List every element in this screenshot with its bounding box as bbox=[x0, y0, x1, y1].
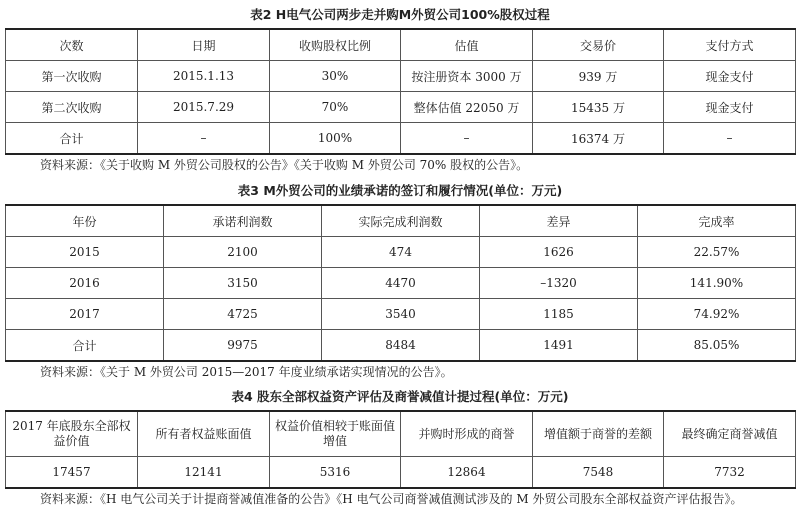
table-cell: 现金支付 bbox=[664, 92, 796, 123]
table3 bbox=[5, 204, 796, 362]
table3-body bbox=[6, 237, 796, 362]
table-cell: 合计 bbox=[6, 123, 138, 155]
table4-body bbox=[6, 457, 796, 489]
table-cell: 第二次收购 bbox=[6, 92, 138, 123]
table-row bbox=[6, 299, 796, 330]
table-cell: 7732 bbox=[664, 457, 796, 489]
table-cell: 3150 bbox=[164, 268, 322, 299]
table-row bbox=[6, 92, 796, 123]
table3-caption: 表3 M外贸公司的业绩承诺的签订和履行情况(单位：万元) bbox=[237, 183, 563, 198]
document-page bbox=[0, 6, 800, 514]
table-cell: – bbox=[138, 123, 270, 155]
table2-header-cell: 收购股权比例 bbox=[270, 29, 401, 61]
table-cell: 141.90% bbox=[638, 268, 796, 299]
table4 bbox=[5, 410, 796, 489]
table-cell: 7548 bbox=[533, 457, 664, 489]
table-cell: 22.57% bbox=[638, 237, 796, 268]
table-cell: 30% bbox=[270, 61, 401, 92]
table-cell: 939 万 bbox=[533, 61, 664, 92]
table2-header-cell: 交易价 bbox=[533, 29, 664, 61]
table2-header-cell: 次数 bbox=[6, 29, 138, 61]
table-cell: 按注册资本 3000 万 bbox=[401, 61, 533, 92]
table4-header-cell: 最终确定商誉减值 bbox=[664, 411, 796, 457]
table-cell: 2100 bbox=[164, 237, 322, 268]
table-cell: 2016 bbox=[6, 268, 164, 299]
table-cell: 17457 bbox=[6, 457, 138, 489]
table-row bbox=[6, 237, 796, 268]
table2-source: 资料来源：《关于收购 M 外贸公司股权的公告》《关于收购 M 外贸公司 70% 股权的公告》。 bbox=[40, 158, 529, 172]
table2-header-row bbox=[6, 29, 796, 61]
table4-header-cell: 增值额于商誉的差额 bbox=[533, 411, 664, 457]
table-row bbox=[6, 330, 796, 362]
table-cell: 1185 bbox=[480, 299, 638, 330]
table4-header-cell: 并购时形成的商誉 bbox=[401, 411, 533, 457]
table-cell: – bbox=[664, 123, 796, 155]
table-row bbox=[6, 457, 796, 489]
table-cell: – bbox=[401, 123, 533, 155]
table-cell: 1626 bbox=[480, 237, 638, 268]
table-cell: 2015.7.29 bbox=[138, 92, 270, 123]
table-cell: 74.92% bbox=[638, 299, 796, 330]
table3-header-cell: 实际完成利润数 bbox=[322, 205, 480, 237]
table2-header-cell: 日期 bbox=[138, 29, 270, 61]
table-cell: 第一次收购 bbox=[6, 61, 138, 92]
table2 bbox=[5, 28, 796, 155]
table2-header-cell: 支付方式 bbox=[664, 29, 796, 61]
table-cell: 2015.1.13 bbox=[138, 61, 270, 92]
table3-header-cell: 承诺利润数 bbox=[164, 205, 322, 237]
table-row bbox=[6, 268, 796, 299]
table4-header-cell: 所有者权益账面值 bbox=[138, 411, 270, 457]
table-cell: 2015 bbox=[6, 237, 164, 268]
table-cell: 9975 bbox=[164, 330, 322, 362]
table-cell: 合计 bbox=[6, 330, 164, 362]
table3-header-cell: 差异 bbox=[480, 205, 638, 237]
table-cell: 85.05% bbox=[638, 330, 796, 362]
table3-header-cell: 年份 bbox=[6, 205, 164, 237]
table3-header-cell: 完成率 bbox=[638, 205, 796, 237]
table4-header-row bbox=[6, 411, 796, 457]
table-cell: 12864 bbox=[401, 457, 533, 489]
table-cell: 3540 bbox=[322, 299, 480, 330]
table-cell: 16374 万 bbox=[533, 123, 664, 155]
table-row bbox=[6, 61, 796, 92]
table2-caption: 表2 H电气公司两步走并购M外贸公司100%股权过程 bbox=[250, 7, 550, 22]
table-cell: 12141 bbox=[138, 457, 270, 489]
table-cell: 8484 bbox=[322, 330, 480, 362]
table-cell: 15435 万 bbox=[533, 92, 664, 123]
table-cell: 2017 bbox=[6, 299, 164, 330]
table2-header-cell: 估值 bbox=[401, 29, 533, 61]
table-cell: 5316 bbox=[270, 457, 401, 489]
table4-caption: 表4 股东全部权益资产评估及商誉减值计提过程(单位：万元) bbox=[231, 389, 569, 404]
table-cell: 1491 bbox=[480, 330, 638, 362]
table-cell: 4470 bbox=[322, 268, 480, 299]
table-cell: 474 bbox=[322, 237, 480, 268]
table-cell: 整体估值 22050 万 bbox=[401, 92, 533, 123]
table3-header-row bbox=[6, 205, 796, 237]
table4-source: 资料来源：《H 电气公司关于计提商誉减值准备的公告》《H 电气公司商誉减值测试涉及的 M 外贸公司股东全部权益资产评估报告》。 bbox=[40, 492, 743, 506]
table4-header-cell: 2017 年底股东全部权益价值 bbox=[6, 411, 138, 457]
table2-body bbox=[6, 61, 796, 155]
table4-header-cell: 权益价值相较于账面值增值 bbox=[270, 411, 401, 457]
table-cell: 100% bbox=[270, 123, 401, 155]
table-cell: 现金支付 bbox=[664, 61, 796, 92]
table-cell: –1320 bbox=[480, 268, 638, 299]
table3-source: 资料来源：《关于 M 外贸公司 2015—2017 年度业绩承诺实现情况的公告》。 bbox=[40, 365, 453, 379]
table-cell: 70% bbox=[270, 92, 401, 123]
table-row bbox=[6, 123, 796, 155]
table-cell: 4725 bbox=[164, 299, 322, 330]
